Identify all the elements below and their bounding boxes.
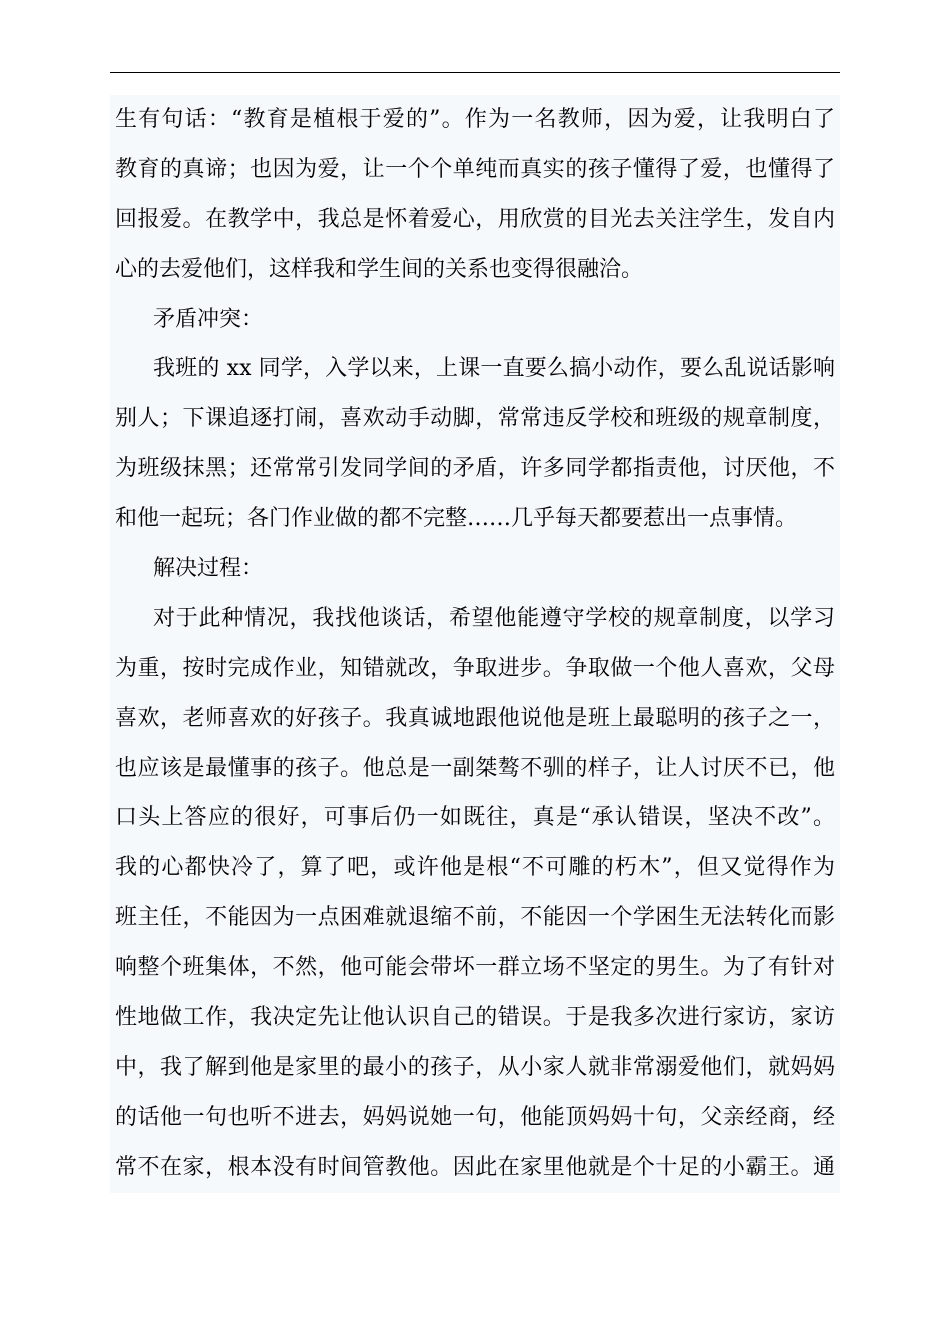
header-rule <box>110 72 840 73</box>
text-line: 的话他一句也听不进去，妈妈说她一句，他能顶妈妈十句，父亲经商，经 <box>115 1104 835 1130</box>
text-line: 常不在家，根本没有时间管教他。因此在家里他就是个十足的小霸王。通 <box>115 1154 835 1180</box>
text-line: 中，我了解到他是家里的最小的孩子，从小家人就非常溺爱他们，就妈妈 <box>115 1054 835 1080</box>
text-line: 我班的 xx 同学，入学以来，上课一直要么搞小动作，要么乱说话影响 <box>153 356 835 382</box>
text-line: 班主任，不能因为一点困难就退缩不前，不能因一个学困生无法转化而影 <box>115 905 835 931</box>
text-line: 矛盾冲突： <box>153 306 264 332</box>
text-line: 性地做工作，我决定先让他认识自己的错误。于是我多次进行家访，家访 <box>115 1005 835 1031</box>
text-line: 我的心都快冷了，算了吧，或许他是根“不可雕的朽木”，但又觉得作为 <box>115 855 835 881</box>
text-line: 喜欢，老师喜欢的好孩子。我真诚地跟他说他是班上最聪明的孩子之一， <box>115 705 835 731</box>
text-line: 回报爱。在教学中，我总是怀着爱心，用欣赏的目光去关注学生，发自内 <box>115 206 835 232</box>
text-line: 和他一起玩；各门作业做的都不完整……几乎每天都要惹出一点事情。 <box>115 506 798 532</box>
document-body <box>110 95 840 1193</box>
text-line: 解决过程： <box>153 556 264 582</box>
text-line: 为班级抹黑；还常常引发同学间的矛盾，许多同学都指责他，讨厌他，不 <box>115 456 835 482</box>
text-line: 响整个班集体，不然，他可能会带坏一群立场不坚定的男生。为了有针对 <box>115 955 835 981</box>
text-line: 心的去爱他们，这样我和学生间的关系也变得很融洽。 <box>115 256 644 282</box>
text-line: 教育的真谛；也因为爱，让一个个单纯而真实的孩子懂得了爱，也懂得了 <box>115 156 835 182</box>
text-line: 对于此种情况，我找他谈话，希望他能遵守学校的规章制度，以学习 <box>153 605 835 631</box>
text-line: 口头上答应的很好，可事后仍一如既往，真是“承认错误，坚决不改”。 <box>115 805 835 831</box>
text-line: 生有句话：“教育是植根于爱的”。作为一名教师，因为爱，让我明白了 <box>115 107 835 132</box>
text-line: 别人；下课追逐打闹，喜欢动手动脚，常常违反学校和班级的规章制度， <box>115 406 835 432</box>
text-line: 为重，按时完成作业，知错就改，争取进步。争取做一个他人喜欢，父母 <box>115 655 835 681</box>
text-line: 也应该是最懂事的孩子。他总是一副桀骜不驯的样子，让人讨厌不已，他 <box>115 755 835 781</box>
